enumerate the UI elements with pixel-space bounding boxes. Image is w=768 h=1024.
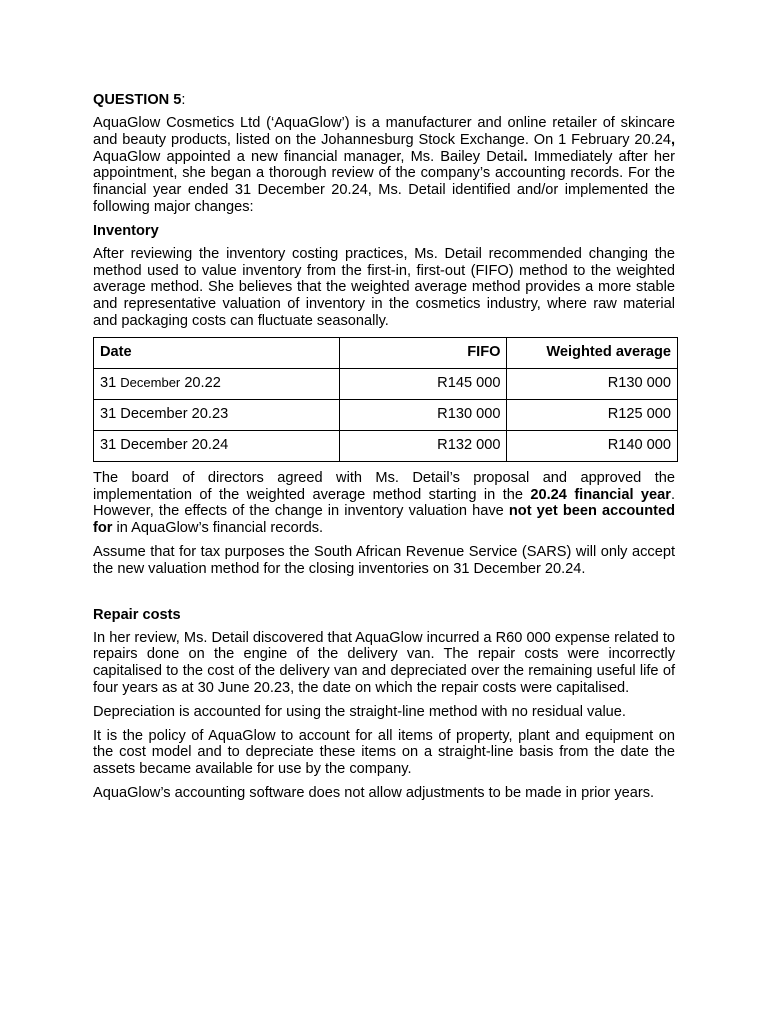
cell-date: 31 December 20.24	[94, 430, 340, 461]
board-text-2: . However, the effects of the change in inventory valuation have	[93, 486, 676, 520]
document-content	[93, 92, 675, 809]
intro-period: .	[523, 148, 528, 165]
repair-paragraph-2: Depreciation is accounted for using the straight-line method with no residual value.	[93, 703, 626, 720]
inventory-table	[93, 337, 678, 462]
table-row	[94, 399, 678, 430]
tax-paragraph: Assume that for tax purposes the South African Revenue Service (SARS) will only accept the new valuation method for the closing inventories on 31 December 20.24.	[93, 543, 675, 577]
cell-weighted-average: R130 000	[507, 368, 678, 399]
board-paragraph	[93, 470, 675, 537]
table-row	[94, 430, 678, 461]
intro-text-1: AquaGlow Cosmetics Ltd (‘AquaGlow’) is a manufacturer and online retailer of skincare and beauty products, listed on the Johannesburg Stock Exchange. On 1 February 20.24	[93, 115, 675, 148]
inventory-heading: Inventory	[93, 222, 159, 239]
cell-weighted-average: R125 000	[507, 399, 678, 430]
table-header-row	[94, 337, 678, 368]
cell-date: 31 December 20.23	[94, 399, 340, 430]
board-text-1: The board of directors agreed with Ms. Detail’s proposal and approved the implementation of the weighted average method starting in the	[93, 469, 675, 503]
section-spacer	[93, 585, 675, 607]
board-bold-1: 20.24 financial year	[530, 486, 671, 503]
header-date: Date	[94, 337, 340, 368]
date-month: December	[120, 375, 181, 391]
repair-paragraph-4: AquaGlow’s accounting software does not allow adjustments to be made in prior years.	[93, 784, 655, 801]
header-weighted-average: Weighted average	[507, 337, 678, 368]
date-day: 31	[100, 375, 121, 392]
cell-weighted-average: R140 000	[507, 430, 678, 461]
cell-fifo: R130 000	[340, 399, 507, 430]
intro-paragraph	[93, 115, 675, 216]
question-suffix: :	[181, 92, 186, 108]
question-title	[93, 92, 675, 109]
inventory-paragraph: After reviewing the inventory costing practices, Ms. Detail recommended changing the method used to value inventory from the first-in, first-out (FIFO) method to the weighted average method. She believes that the weighted average method provides a more stable and representative valuation of inventory in the cosmetics industry, where raw material and packaging costs can fluctuate seasonally.	[93, 245, 675, 329]
board-bold-2: not yet been accounted for	[93, 503, 675, 537]
intro-comma: ,	[670, 131, 675, 148]
intro-text-2: AquaGlow appointed a new financial manager, Ms. Bailey Detail	[93, 148, 524, 165]
table-row	[94, 368, 678, 399]
cell-fifo: R145 000	[340, 368, 507, 399]
date-year: 20.22	[180, 375, 221, 392]
repair-heading: Repair costs	[93, 606, 181, 623]
board-text-3: in AquaGlow’s financial records.	[112, 520, 324, 537]
intro-text-3: Immediately after her appointment, she began a thorough review of the company’s accounting records. For the financial year ended 31 December 20.24, Ms. Detail identified and/or implemented the following major changes:	[93, 148, 675, 215]
repair-paragraph-3: It is the policy of AquaGlow to account for all items of property, plant and equipment on the cost model and to depreciate these items on a straight-line basis from the date the assets became available for use by the company.	[93, 727, 675, 778]
cell-date	[94, 368, 340, 399]
cell-fifo: R132 000	[340, 430, 507, 461]
question-label: QUESTION 5	[93, 92, 182, 108]
header-fifo: FIFO	[340, 337, 507, 368]
repair-paragraph-1: In her review, Ms. Detail discovered that AquaGlow incurred a R60 000 expense related to repairs done on the engine of the delivery van. The repair costs were incorrectly capitalised to the cost of the delivery van and depreciated over the remaining useful life of four years as at 30 June 20.23, the date on which the repair costs were capitalised.	[93, 629, 675, 696]
